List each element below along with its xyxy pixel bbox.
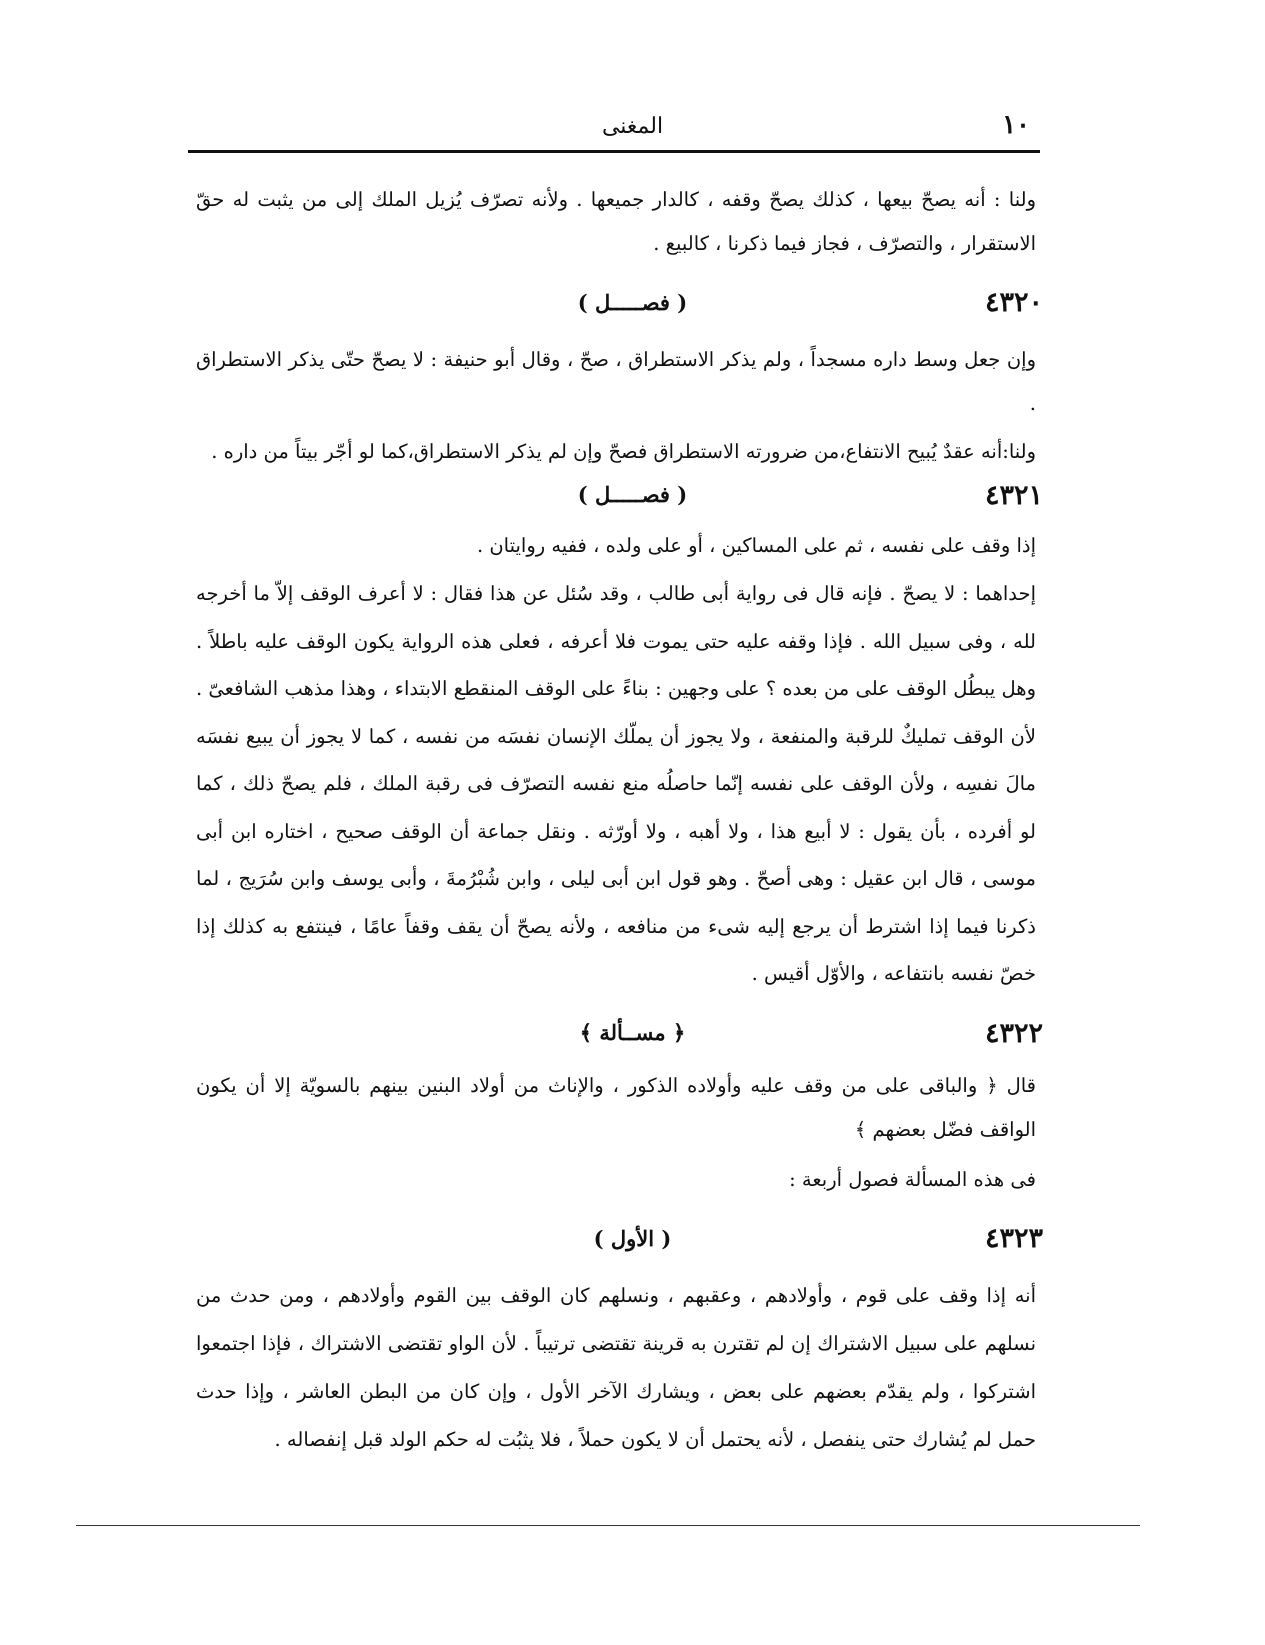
section-label: ( فصـــــل ): [577, 482, 688, 507]
paragraph: أنه إذا وقف على قوم ، وأولادهم ، وعقبهم ، ونسلهم كان الوقف بين القوم وأولادهم ، ومن حدث من نسلهم على سبيل الاشتراك إن لم تقترن به قرينة تقتضى ترتيباً . لأن الواو تقتضى الاشتراك ، فإذا اجتمعوا اشتركوا ، ولم يقدّم بعضهم على بعض ، ويشارك الآخر الأول ، وإن كان من البطن العاشر ، وإذا حدث حمل لم يُشارك حتى ينفصل ، لأنه يحتمل أن لا يكون حملاً ، فلا يثبُت له حكم الولد قبل إنفصاله .: [196, 1284, 1036, 1451]
section-label: ﴿ مســألة ﴾: [579, 1020, 686, 1045]
paragraph: ولنا : أنه يصحّ بيعها ، كذلك يصحّ وقفه ، كالدار جميعها . ولأنه تصرّف يُزيل الملك إلى من يثبت له حقّ الاستقرار ، والتصرّف ، فجاز فيما ذكرنا ، كالبيع .: [196, 188, 1036, 255]
paragraph: فى هذه المسألة فصول أربعة :: [789, 1168, 1036, 1191]
paragraph: إذا وقف على نفسه ، ثم على المساكين ، أو على ولده ، ففيه روايتان .: [476, 534, 1036, 557]
header-rule: [188, 150, 1040, 153]
section-number: ٤٣٢١: [984, 480, 1043, 511]
paragraph: إحداهما : لا يصحّ . فإنه قال فى رواية أبى طالب ، وقد سُئل عن هذا فقال : لا أعرف الوقف إلاّ ما أخرجه لله ، وفى سبيل الله . فإذا وقفه عليه حتى يموت فلا أعرفه ، فعلى هذه الرواية يكون الوقف عليه باطلاً . وهل يبطُل الوقف على من بعده ؟ على وجهين : بناءً على الوقف المنقطع الابتداء ، وهذا مذهب الشافعىّ . لأن الوقف تمليكٌ للرقبة والمنفعة ، ولا يجوز أن يملّك الإنسان نفسَه من نفسه ، كما لا يجوز أن يبيع نفسَه مالَ نفسِه ، ولأن الوقف على نفسه إنّما حاصلُه منع نفسه التصرّف فى رقبة الملك ، فلم يصحّ ذلك ، كما لو أفرده ، بأن يقول : لا أبيع هذا ، ولا أهبه ، ولا أورّثه . ونقل جماعة أن الوقف صحيح ، اختاره ابن أبى موسى ، قال ابن عقيل : وهى أصحّ . وهو قول ابن أبى ليلى ، وابن شُبْرُمةَ ، وأبى يوسف وابن سُرَيج ، لما ذكرنا فيما إذا اشترط أن يرجع إليه شىء من منافعه ، ولأنه يصحّ أن يقف وقفاً عامًا ، فينتفع به كذلك إذا خصّ نفسه بانتفاعه ، والأوّل أقيس .: [196, 582, 1036, 985]
section-label: ( فصـــــل ): [577, 290, 688, 315]
paragraph: ولنا:أنه عقدٌ يُبيح الانتفاع،من ضرورته الاستطراق فصحّ وإن لم يذكر الاستطراق،كما لو أجّر بيتاً من داره .: [211, 440, 1036, 463]
section-number: ٤٣٢٢: [984, 1018, 1043, 1049]
section-number: ٤٣٢٠: [984, 287, 1043, 318]
footer-rule: [76, 1525, 1140, 1526]
paragraph: وإن جعل وسط داره مسجداً ، ولم يذكر الاستطراق ، صحّ ، وقال أبو حنيفة : لا يصحّ حتّى يذكر الاستطراق .: [196, 348, 1036, 415]
section-number: ٤٣٢٣: [984, 1223, 1043, 1254]
paragraph: قال ﴿ والباقى على من وقف عليه وأولاده الذكور ، والإناث من أولاد البنين بينهم بالسويّة إلا أن يكون الواقف فضّل بعضهم ﴾: [196, 1074, 1036, 1141]
section-label: ( الأول ): [593, 1226, 672, 1251]
running-title: المغنى: [601, 114, 664, 139]
page-number: ١٠: [1002, 110, 1030, 140]
